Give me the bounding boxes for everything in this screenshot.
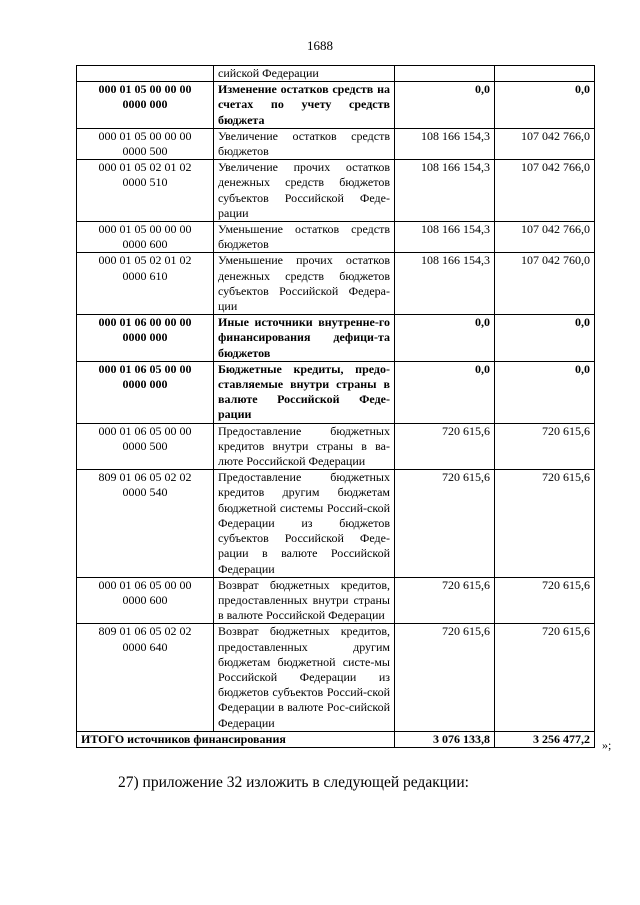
table-row	[77, 470, 595, 577]
row-code: 000 01 05 00 00 00 0000 000	[77, 82, 214, 129]
row-value-2: 0,0	[495, 361, 595, 423]
row-value-2: 107 042 760,0	[495, 253, 595, 315]
row-value-1	[395, 66, 495, 82]
row-value-2: 720 615,6	[495, 624, 595, 731]
row-code	[77, 66, 214, 82]
row-code: 000 01 05 02 01 02 0000 510	[77, 160, 214, 222]
row-code: 809 01 06 05 02 02 0000 640	[77, 624, 214, 731]
row-name: Иные источники внутренне-го финансирования дефици-та бюджетов	[214, 315, 395, 362]
table-row	[77, 624, 595, 731]
closing-quote-mark: »;	[602, 738, 612, 752]
row-name: Бюджетные кредиты, предо-ставляемые внутри страны в валюте Российской Феде-рации	[214, 361, 395, 423]
table-row	[77, 160, 595, 222]
row-code: 000 01 06 05 00 00 0000 500	[77, 423, 214, 470]
row-value-1: 108 166 154,3	[395, 253, 495, 315]
row-value-2: 107 042 766,0	[495, 222, 595, 253]
row-code: 000 01 05 00 00 00 0000 600	[77, 222, 214, 253]
row-value-1: 720 615,6	[395, 470, 495, 577]
row-name: Предоставление бюджетных кредитов внутри страны в ва-люте Российской Федерации	[214, 423, 395, 470]
row-code: 000 01 06 05 00 00 0000 600	[77, 577, 214, 624]
row-value-1: 720 615,6	[395, 423, 495, 470]
row-code: 000 01 05 02 01 02 0000 610	[77, 253, 214, 315]
row-value-2: 107 042 766,0	[495, 160, 595, 222]
row-name: Возврат бюджетных кредитов, предоставленных другим бюджетам бюджетной систе-мы Российской Федерации из бюджетов субъектов Россий-ской Федерации в валюте Рос-сийской Федерации	[214, 624, 395, 731]
row-name: Увеличение остатков средств бюджетов	[214, 128, 395, 159]
financing-sources-table	[76, 65, 595, 748]
table-body	[77, 66, 595, 748]
row-value-1: 108 166 154,3	[395, 128, 495, 159]
row-value-1: 0,0	[395, 315, 495, 362]
table-row	[77, 82, 595, 129]
table-row	[77, 361, 595, 423]
row-code: 000 01 05 00 00 00 0000 500	[77, 128, 214, 159]
row-value-2: 0,0	[495, 315, 595, 362]
page-number: 1688	[307, 38, 333, 53]
table-row	[77, 315, 595, 362]
row-name: Изменение остатков средств на счетах по учету средств бюджета	[214, 82, 395, 129]
row-value-1: 0,0	[395, 82, 495, 129]
row-name: Уменьшение остатков средств бюджетов	[214, 222, 395, 253]
table-row	[77, 253, 595, 315]
row-value-2: 720 615,6	[495, 470, 595, 577]
amendment-instruction: 27) приложение 32 изложить в следующей редакции:	[118, 774, 469, 791]
row-value-1: 720 615,6	[395, 624, 495, 731]
row-name: сийской Федерации	[214, 66, 395, 82]
table-row	[77, 222, 595, 253]
row-value-1: 720 615,6	[395, 577, 495, 624]
table-row	[77, 128, 595, 159]
row-name: Уменьшение прочих остатков денежных средств бюджетов субъектов Российской Федера-ции	[214, 253, 395, 315]
row-value-1: 108 166 154,3	[395, 160, 495, 222]
total-value-2: 3 256 477,2	[495, 731, 595, 747]
row-value-1: 108 166 154,3	[395, 222, 495, 253]
total-label: ИТОГО источников финансирования	[77, 731, 395, 747]
row-value-2: 720 615,6	[495, 577, 595, 624]
row-code: 809 01 06 05 02 02 0000 540	[77, 470, 214, 577]
row-code: 000 01 06 00 00 00 0000 000	[77, 315, 214, 362]
row-name: Возврат бюджетных кредитов, предоставленных внутри страны в валюте Российской Федерации	[214, 577, 395, 624]
table-row	[77, 577, 595, 624]
row-value-2: 720 615,6	[495, 423, 595, 470]
row-value-1: 0,0	[395, 361, 495, 423]
row-value-2: 0,0	[495, 82, 595, 129]
total-value-1: 3 076 133,8	[395, 731, 495, 747]
table-row	[77, 66, 595, 82]
row-value-2	[495, 66, 595, 82]
row-name: Предоставление бюджетных кредитов другим бюджетам бюджетной системы Россий-ской Федерации из бюджетов субъектов Российской Феде-рации в валюте Российской Федерации	[214, 470, 395, 577]
row-code: 000 01 06 05 00 00 0000 000	[77, 361, 214, 423]
total-row	[77, 731, 595, 747]
row-name: Увеличение прочих остатков денежных средств бюджетов субъектов Российской Феде-рации	[214, 160, 395, 222]
row-value-2: 107 042 766,0	[495, 128, 595, 159]
table-row	[77, 423, 595, 470]
